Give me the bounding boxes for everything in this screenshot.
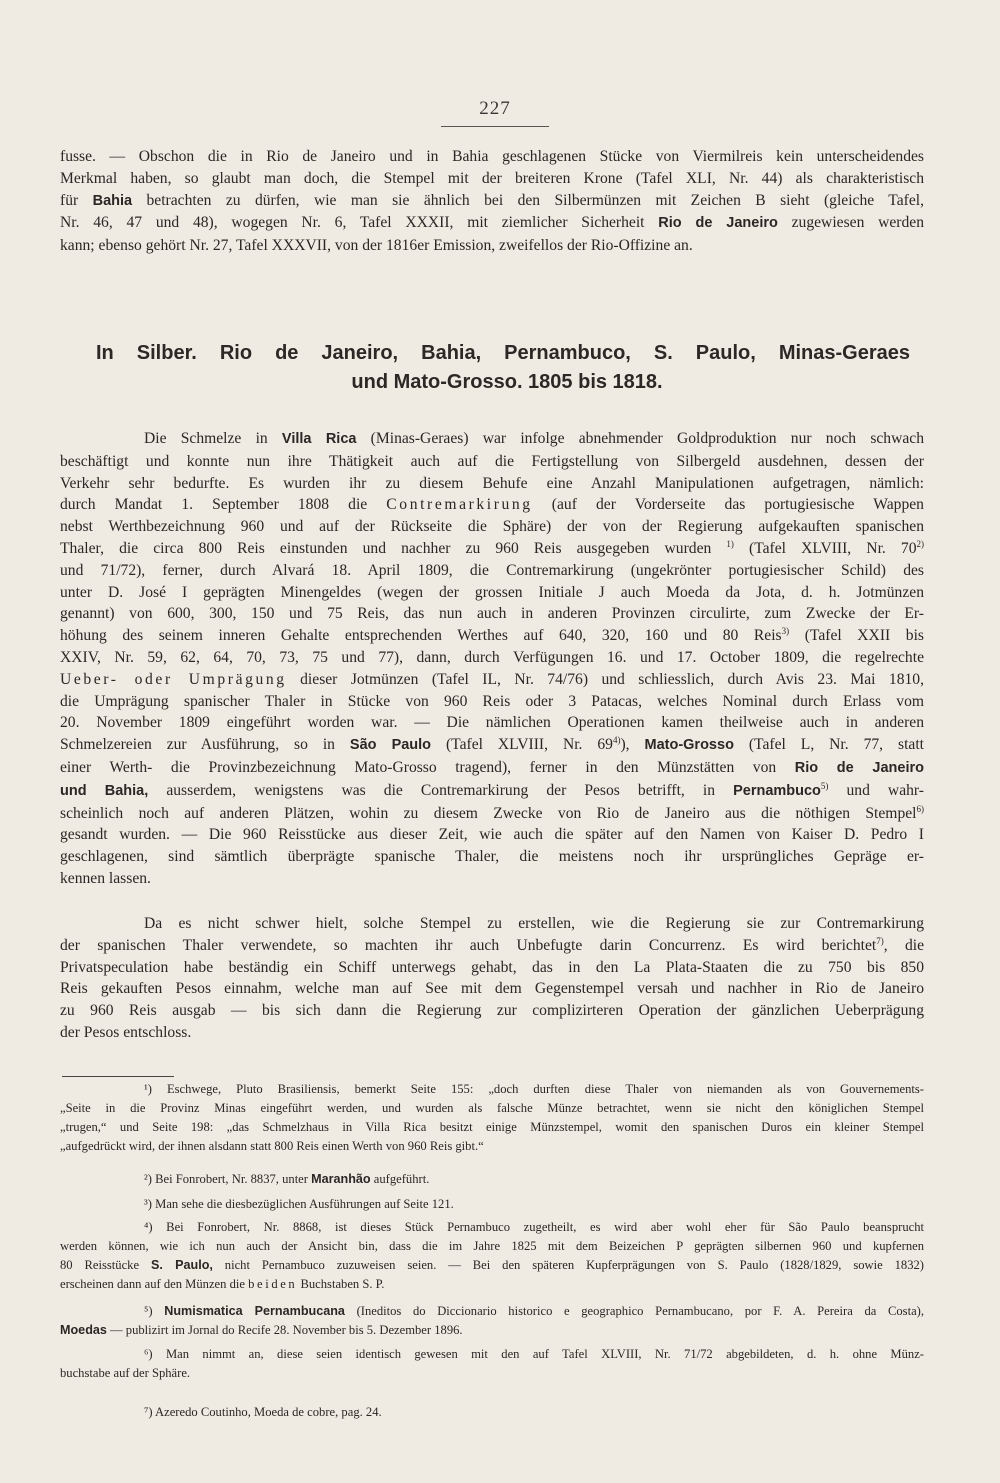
spaced-term: beiden — [248, 1277, 298, 1291]
footnote-line: ³) Man sehe die diesbezüglichen Ausführungen auf Seite 121. — [144, 1197, 454, 1211]
text-line: beschäftigt und konnte nun ihre Thätigkeit auch auf die Fertigstellung von Silbergeld ausdehnen, dessen der — [60, 452, 924, 470]
text-line: Merkmal haben, so glaubt man doch, die Stempel mit der breiteren Krone (Tafel XLI, Nr. 44) als charakteristisch — [60, 169, 924, 187]
footnote-line: „trugen,“ und Seite 198: „das Schmelzhaus in Villa Rica besitzt einige Münzstempel, womit den spanischen Duros ein kleiner Stempel — [60, 1120, 924, 1134]
text-line: Thaler, die circa 800 Reis einstunden und nachher zu 960 Reis ausgegeben wurden $^{1)}$ (Tafel XLVIII, Nr. 70$^{2)}$ — [60, 538, 924, 557]
footnote-2 — [60, 1170, 924, 1189]
text-line: kann; ebenso gehört Nr. 27, Tafel XXXVII, von der 1816er Emission, zweifellos der Rio-Offizine an. — [60, 237, 693, 255]
text-line: Reis gekauften Pesos einnahm, welche man auf See mit dem Gegenstempel versah und nachher in Rio de Janeiro — [60, 980, 924, 998]
text-line: Verkehr sehr bedurfte. Es wurden ihr zu diesem Behufe eine Anzahl Manipulationen aufgetragen, nämlich: — [60, 474, 924, 492]
bold-term: Pernambuco — [733, 782, 821, 799]
text-line: durch Mandat 1. September 1808 die Contremarkirung (auf der Vorderseite das portugiesische Wappen — [60, 496, 924, 514]
section-heading — [60, 339, 924, 397]
footnote-line: ⁶) Man nimmt an, diese seien identisch gewesen mit den auf Tafel XLVIII, Nr. 71/72 abgebildeten, d. h. ohne Münz- — [144, 1347, 924, 1361]
footnote-4 — [60, 1218, 924, 1294]
footnote-ref: 2) — [916, 538, 924, 549]
text-line: kennen lassen. — [60, 869, 151, 887]
text-line: für Bahia betrachten zu dürfen, wie man sie ähnlich bei den Silbermünzen mit Zeichen B sieht (gleiche Tafel, — [60, 191, 924, 209]
text-line: und 71/72), ferner, durch Alvará 18. April 1809, die Contremarkirung (ungekrönter portugiesischer Schild) des — [60, 561, 924, 579]
text-line: zu 960 Reis ausgab — bis sich dann die Regierung zur complizirteren Operation der gänzlichen Ueberprägung — [60, 1002, 924, 1020]
section-heading-line1: In Silber. Rio de Janeiro, Bahia, Pernambuco, S. Paulo, Minas-Geraes — [96, 342, 910, 364]
text-line: Da es nicht schwer hielt, solche Stempel zu erstellen, wie die Regierung sie zur Contremarkirung — [144, 915, 924, 932]
bold-term: São Paulo — [349, 737, 432, 754]
text-line: geschlagenen, sind sämtlich überprägte spanische Thaler, die meistens noch ihr ursprüngliches Gepräge er- — [60, 848, 924, 866]
footnote-line: „Seite in die Provinz Minas eingeführt werden, und wurden als falsche Münze betrachtet, wenn sie nicht den königlichen Stempel — [60, 1101, 924, 1115]
bold-term: und Bahia, — [60, 782, 149, 799]
footnote-1 — [60, 1080, 924, 1156]
text-line: einer Werth- die Provinzbezeichnung Mato-Grosso tragend), ferner in den Münzstätten von Rio de Janeiro — [60, 758, 924, 776]
text-line: der spanischen Thaler verwendete, so machten ihr auch Unbefugte darin Concurrenz. Es wird berichtet$^{7)}$, die — [60, 935, 924, 954]
footnote-line: „aufgedrückt wird, der ihnen alsdann statt 800 Reis einen Werth von 960 Reis gibt.“ — [60, 1139, 484, 1153]
footnote-rule — [62, 1076, 174, 1077]
text-line: fusse. — Obschon die in Rio de Janeiro und in Bahia geschlagenen Stücke von Viermilreis kein unterscheidendes — [60, 148, 924, 165]
text-line: höhung des seinem inneren Gehalte entsprechenden Werthes auf 640, 320, 160 und 80 Reis$^{3)}$ (Tafel XXII bis — [60, 625, 924, 645]
bold-term: S. Paulo, — [150, 1258, 213, 1272]
text-line: unter D. José I geprägten Minengeldes (wegen der grossen Initiale J auch Moeda da Jota, d. h. Jotmünzen — [60, 583, 924, 601]
page-number: 227 — [479, 98, 511, 119]
footnote-ref: 7) — [876, 935, 884, 946]
text-line: Schmelzereien zur Ausführung, so in São Paulo (Tafel XLVIII, Nr. 69$^{4)}$), Mato-Grosso (Tafel L, Nr. 77, statt — [60, 734, 924, 754]
bold-term: Rio de Janeiro — [794, 759, 924, 776]
bold-term: Moedas — [60, 1323, 107, 1337]
bold-term: Rio de Janeiro — [658, 215, 778, 232]
text-line: scheinlich noch auf anderen Plätzen, wohin zu diesem Zwecke von Rio de Janeiro aus die nöthigen Stempel$^{6)}$ — [60, 803, 924, 822]
footnote-ref: 4) — [612, 734, 621, 745]
spaced-term: Ueber- oder Umprägung — [60, 670, 287, 688]
body-paragraph-2 — [60, 913, 924, 1044]
footnote-line: ²) Bei Fonrobert, Nr. 8837, unter Maranhão aufgeführt. — [144, 1172, 430, 1186]
text-line: und Bahia, ausserdem, wenigstens was die Contremarkirung der Pesos betrifft, in Pernambuco$^{5)}$ und wahr- — [60, 780, 924, 799]
text-line: genannt) von 600, 300, 150 und 75 Reis, das nun auch in anderen Provinzen circulirte, zum Zwecke der Er- — [60, 605, 924, 623]
text-line: Nr. 46, 47 und 48), wogegen Nr. 6, Tafel XXXII, mit ziemlicher Sicherheit Rio de Janeiro zugewiesen werden — [60, 214, 924, 232]
footnote-ref: 3) — [781, 625, 790, 636]
spaced-term: Contremarkirung — [386, 496, 533, 514]
footnote-line: buchstabe auf der Sphäre. — [60, 1366, 191, 1380]
footnote-line: ¹) Eschwege, Pluto Brasiliensis, bemerkt Seite 155: „doch durften diese Thaler von niemanden als von Gouvernements- — [144, 1082, 924, 1096]
text-line: gesandt wurden. — Die 960 Reisstücke aus dieser Zeit, wie auch die später auf den Namen von Kaiser D. Pedro I — [60, 826, 924, 844]
footnote-ref: 5) — [820, 780, 829, 791]
page-number-rule — [441, 126, 549, 127]
footnote-3 — [60, 1195, 924, 1214]
text-line: Die Schmelze in Villa Rica (Minas-Geraes) war infolge abnehmender Goldproduktion nur noch schwach — [144, 430, 925, 447]
text-line: Privatspeculation habe beständig ein Schiff unterwegs gehabt, das in den La Plata-Staaten die zu 750 bis 850 — [60, 958, 924, 976]
footnote-6 — [60, 1345, 924, 1383]
footnote-line: 80 Reisstücke S. Paulo, nicht Pernambuco zuzuweisen seien. — Bei den späteren Kupferprägungen von S. Paulo (1828/1829, sowie 1832) — [60, 1258, 924, 1272]
text-line: 20. November 1809 eingeführt worden war. — Die nämlichen Operationen kamen theilweise auch in anderen — [60, 714, 924, 732]
bold-term: Bahia — [92, 192, 133, 209]
bold-term: Maranhão — [311, 1172, 371, 1186]
footnote-ref: 1) — [726, 538, 734, 549]
footnote-5 — [60, 1302, 924, 1340]
text-line: der Pesos entschloss. — [60, 1023, 192, 1041]
footnote-line: ⁷) Azeredo Coutinho, Moeda de cobre, pag. 24. — [144, 1405, 382, 1419]
section-heading-line2: und Mato-Grosso. 1805 bis 1818. — [351, 371, 663, 393]
text-line: Ueber- oder Umprägung dieser Jotmünzen (Tafel IL, Nr. 74/76) und schliesslich, durch Avis 23. Mai 1810, — [60, 670, 924, 688]
footnote-7 — [60, 1403, 924, 1422]
bold-term: Numismatica Pernambucana — [164, 1304, 345, 1318]
body-paragraph-1 — [60, 428, 924, 890]
footnote-line: ⁵) Numismatica Pernambucana (Ineditos do Diccionario historico e geographico Pernambucano, por F. A. Pereira da Costa), — [144, 1304, 925, 1318]
text-line: XXIV, Nr. 59, 62, 64, 70, 73, 75 und 77), dann, durch Verfügungen 16. und 17. October 1809, die regelrechte — [60, 648, 924, 666]
text-line: nebst Werthbezeichnung 960 und auf der Rückseite die Sphäre) der von der Regierung aufgekauften spanischen — [60, 518, 924, 536]
footnote-line: ⁴) Bei Fonrobert, Nr. 8868, ist dieses Stück Pernambuco zugetheilt, es wird aber wohl eher für São Paulo beansprucht — [144, 1220, 924, 1234]
footnote-line: werden können, wie ich nun auch der Ansicht bin, dass die im Jahre 1825 mit dem Beizeichen P geprägten silbernen 960 und kupfernen — [60, 1239, 924, 1253]
footnote-line: Moedas — publizirt im Jornal do Recife 28. November bis 5. Dezember 1896. — [60, 1323, 463, 1337]
bold-term: Mato-Grosso — [644, 737, 734, 754]
intro-paragraph — [60, 146, 924, 257]
bold-term: Villa Rica — [281, 431, 357, 447]
footnote-line: erscheinen dann auf den Münzen die beiden Buchstaben S. P. — [60, 1277, 385, 1291]
text-line: die Umprägung spanischer Thaler in Stücke von 960 Reis oder 3 Patacas, welches Nominal durch Erlass vom — [60, 692, 924, 710]
footnote-ref: 6) — [916, 803, 924, 814]
